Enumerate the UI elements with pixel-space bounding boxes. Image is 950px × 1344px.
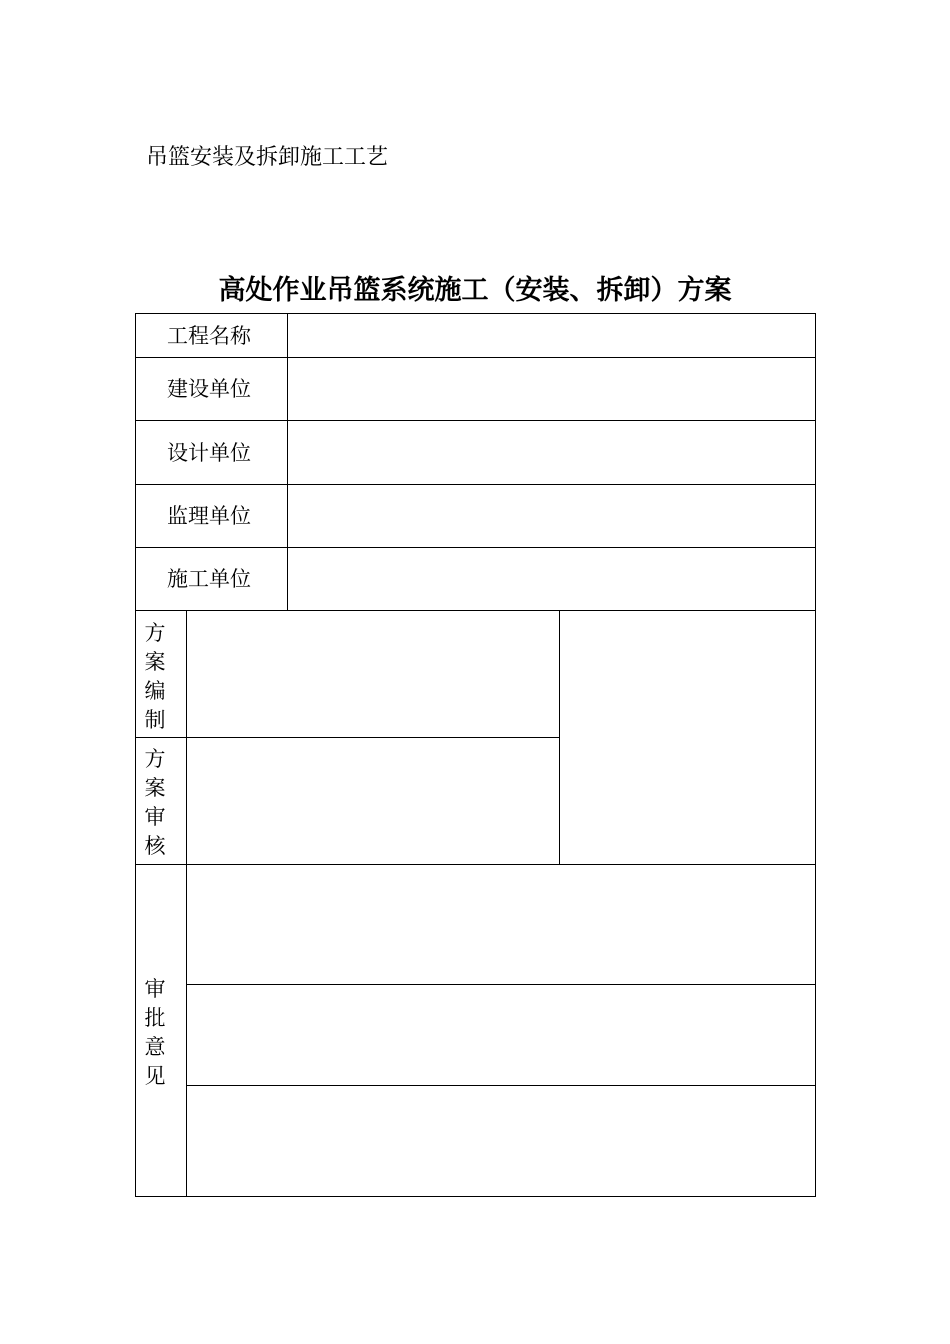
field-plan-prepare[interactable]	[187, 611, 559, 737]
label-char: 见	[144, 1064, 166, 1088]
table-border-right	[815, 313, 816, 1197]
label-char: 编	[144, 679, 166, 703]
field-plan-review[interactable]	[187, 738, 559, 864]
label-char: 方	[144, 621, 166, 645]
field-approval-1[interactable]	[187, 865, 815, 984]
label-project-name: 工程名称	[167, 324, 251, 348]
label-construction-unit: 建设单位	[167, 377, 251, 401]
label-char: 方	[144, 747, 166, 771]
label-char: 批	[144, 1006, 166, 1030]
field-supervision-unit[interactable]	[288, 485, 815, 547]
field-project-name[interactable]	[288, 314, 815, 357]
label-char: 核	[144, 834, 166, 858]
label-char: 审	[144, 977, 166, 1001]
label-char: 案	[144, 650, 166, 674]
label-design-unit: 设计单位	[167, 441, 251, 465]
label-approval-opinion	[143, 975, 167, 1091]
plan-signature-area[interactable]	[560, 611, 815, 864]
label-supervision-unit: 监理单位	[167, 504, 251, 528]
field-approval-3[interactable]	[187, 1086, 815, 1196]
label-char: 审	[144, 805, 166, 829]
field-construction-unit[interactable]	[288, 358, 815, 420]
field-contractor-unit[interactable]	[288, 548, 815, 610]
label-contractor-unit: 施工单位	[167, 567, 251, 591]
field-design-unit[interactable]	[288, 421, 815, 484]
field-approval-2[interactable]	[187, 985, 815, 1085]
label-char: 制	[144, 708, 166, 732]
label-char: 案	[144, 776, 166, 800]
form-title: 高处作业吊篮系统施工（安装、拆卸）方案	[218, 275, 732, 306]
label-plan-prepare	[143, 619, 167, 735]
label-plan-review	[143, 745, 167, 861]
label-char: 意	[144, 1035, 166, 1059]
table-border-left	[135, 313, 136, 1197]
table-border-bottom	[135, 1196, 816, 1197]
document-heading: 吊篮安装及拆卸施工工艺	[146, 145, 389, 170]
